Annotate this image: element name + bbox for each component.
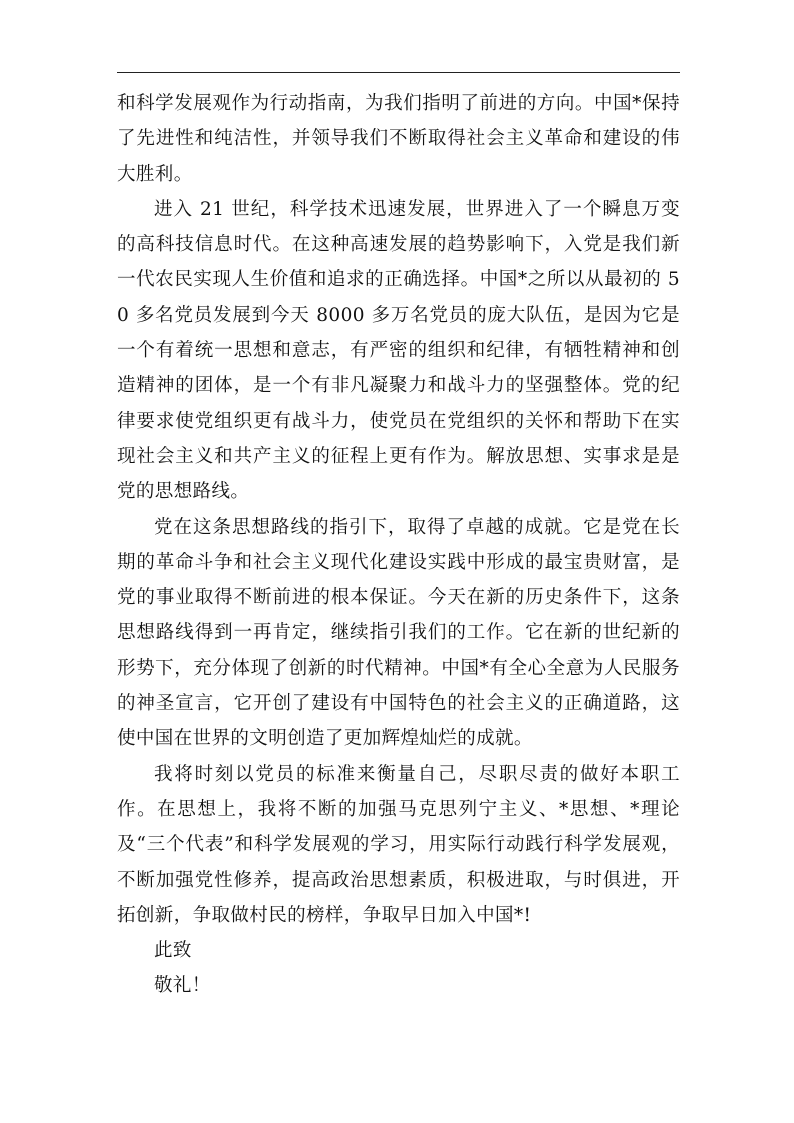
paragraph-21st-century: 进入 21 世纪，科学技术迅速发展，世界进入了一个瞬息万变的高科技信息时代。在这种高速发展的趋势影响下，入党是我们新一代农民实现人生价值和追求的正确选择。中国*之所以从最初的 50 多名党员发展到今天 8000 多万名党员的庞大队伍，是因为它是一个有着统一思想和意志，有严密的组织和纪律，有牺牲精神和创造精神的团体，是一个有非凡凝聚力和战斗力的坚强整体。党的纪律要求使党组织更有战斗力，使党员在党组织的关怀和帮助下在实现社会主义和共产主义的征程上更有作为。解放思想、实事求是是党的思想路线。 (117, 198, 680, 503)
closing-regards: 敬礼！ (154, 975, 211, 997)
letter-body (117, 86, 680, 1004)
paragraph-continuation: 和科学发展观作为行动指南，为我们指明了前进的方向。中国*保持了先进性和纯洁性，并领导我们不断取得社会主义革命和建设的伟大胜利。 (117, 93, 680, 185)
closing-salutation: 此致 (154, 940, 192, 962)
header-rule (117, 72, 680, 73)
paragraph-personal-commitment: 我将时刻以党员的标准来衡量自己，尽职尽责的做好本职工作。在思想上，我将不断的加强马克思列宁主义、*思想、*理论及“三个代表”和科学发展观的学习，用实际行动践行科学发展观，不断加强党性修养，提高政治思想素质，积极进取，与时俱进，开拓创新，争取做村民的榜样，争取早日加入中国*! (117, 763, 680, 926)
paragraph-ideological-line: 党在这条思想路线的指引下，取得了卓越的成就。它是党在长期的革命斗争和社会主义现代化建设实践中形成的最宝贵财富，是党的事业取得不断前进的根本保证。今天在新的历史条件下，这条思想路线得到一再肯定，继续指引我们的工作。它在新的世纪新的形势下，充分体现了创新的时代精神。中国*有全心全意为人民服务的神圣宣言，它开创了建设有中国特色的社会主义的正确道路，这使中国在世界的文明创造了更加辉煌灿烂的成就。 (117, 516, 680, 750)
